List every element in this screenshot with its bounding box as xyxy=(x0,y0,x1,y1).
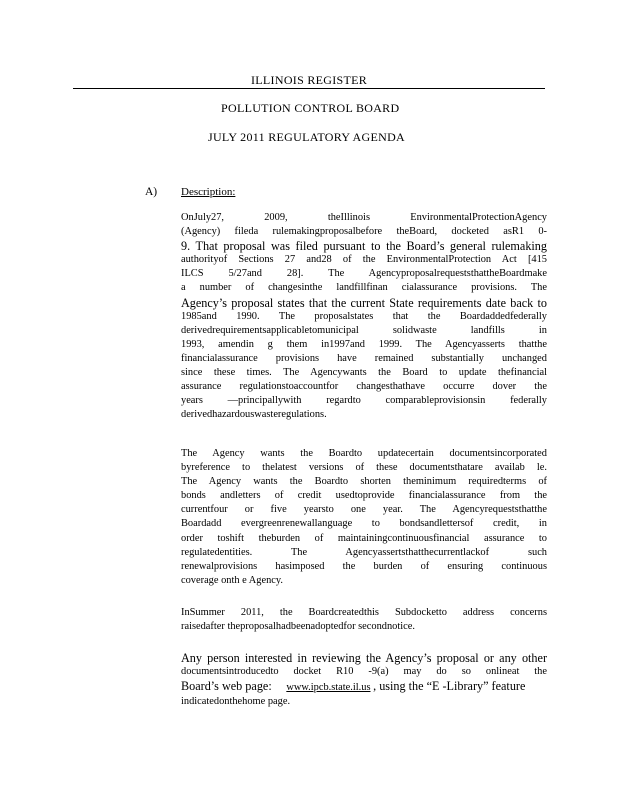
section-label: A) xyxy=(145,186,158,198)
body-line: regulatedentities. The Agencyassertsthatthecurrentlackof such xyxy=(181,546,547,558)
board-website-link[interactable]: www.ipcb.state.il.us xyxy=(286,682,371,694)
body-line: OnJuly27, 2009, theIllinois EnvironmentalProtectionAgency xyxy=(181,212,547,223)
body-line: (Agency) fileda rulemakingproposalbefore theBoard, docketed asR1 0- xyxy=(181,226,547,238)
body-line: 1985and 1990. The proposalstates that the Boardaddedfederally xyxy=(181,310,547,322)
body-line: InSummer 2011, the Boardcreatedthis Subdocketto address concerns xyxy=(181,607,547,618)
agenda-title: JULY 2011 REGULATORY AGENDA xyxy=(208,130,406,144)
body-line: bonds andletters of credit usedtoprovide financialassurance from the xyxy=(181,490,547,502)
body-line: byreference to thelatest versions of these documentsthatare availab le. xyxy=(181,462,547,474)
body-line: currentfour or five yearsto one year. The Agencyrequeststhatthe xyxy=(181,504,547,516)
body-line: since these times. The Agencywants the Board to update thefinancial xyxy=(181,367,547,379)
body-line: order toshift theburden of maintainingcontinuousfinancial assurance to xyxy=(181,532,547,544)
body-line: derivedrequirementsapplicabletomunicipal solidwaste landfills in xyxy=(181,324,547,336)
body-line: ILCS 5/27and 28]. The AgencyproposalrequeststhattheBoardmake xyxy=(181,268,547,280)
body-line: renewalprovisions hasimposed the burden of ensuring continuous xyxy=(181,560,547,572)
body-line: documentsintroducedto docket R10 -9(a) may do so onlineat the xyxy=(181,666,547,678)
body-line: assurance regulationstoaccountfor changesthathave occurre dover the xyxy=(181,381,547,393)
link-trailing-text: , using the “E -Library” feature xyxy=(373,679,526,694)
body-line: 1993, amendin g them in1997and 1999. The Agencyasserts thatthe xyxy=(181,338,547,350)
link-lead-text: Board’s web page: xyxy=(181,679,272,694)
body-line: derivedhazardouswasteregulations. xyxy=(181,409,327,421)
paragraph-3 xyxy=(181,606,547,634)
header-rule xyxy=(73,88,545,89)
final-line: indicatedonthehome page. xyxy=(181,696,291,708)
body-line: financialassurance provisions have remained substantially unchanged xyxy=(181,352,547,364)
body-line: years ―principallywith regardto comparableprovisionsin federally xyxy=(181,395,547,407)
body-line: The Agency wants the Boardto shorten theminimum requiredterms of xyxy=(181,476,547,488)
paragraph-2 xyxy=(181,447,547,588)
body-line: coverage onth e Agency. xyxy=(181,574,284,586)
body-line: authorityof Sections 27 and28 of the EnvironmentalProtection Act [415 xyxy=(181,254,547,266)
body-line: a number of changesinthe landfillfinan cialassurance provisions. The xyxy=(181,282,547,294)
body-line: 9. That proposal was filed pursuant to the Board’s general rulemaking xyxy=(181,239,547,254)
paragraph-4 xyxy=(181,651,547,709)
body-line: raisedafter theproposalhadbeenadoptedfor secondnotice. xyxy=(181,621,415,633)
body-line: Boardadd evergreenrenewallanguage to bondsandlettersof credit, in xyxy=(181,518,547,530)
section-heading: Description: xyxy=(181,186,236,198)
link-line xyxy=(181,679,547,695)
body-line: Agency’s proposal states that the current State requirements date back to xyxy=(181,295,547,310)
register-title: ILLINOIS REGISTER xyxy=(251,73,368,87)
paragraph-1 xyxy=(181,211,547,422)
board-title: POLLUTION CONTROL BOARD xyxy=(221,101,400,115)
body-line: Any person interested in reviewing the Agency’s proposal or any other xyxy=(181,651,547,665)
body-line: The Agency wants the Boardto updatecertain documentsincorporated xyxy=(181,448,547,459)
